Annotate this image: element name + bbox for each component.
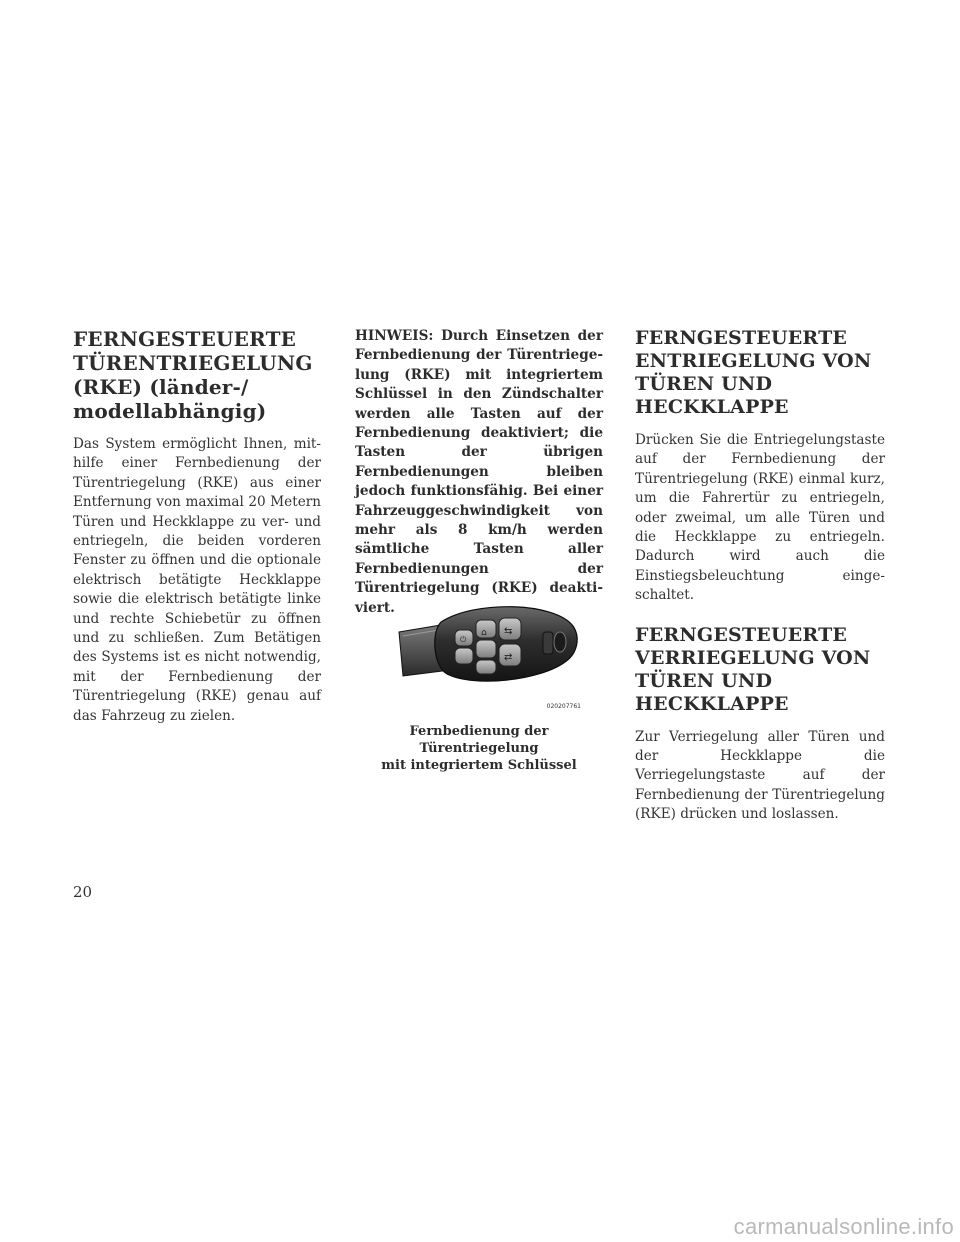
caption-line: mit integriertem Schlüssel	[381, 758, 577, 773]
heading-line: TÜREN UND HECKKLAPPE	[635, 669, 789, 715]
heading-line: TÜREN UND HECKKLAPPE	[635, 373, 789, 418]
unlock-paragraph: Drücken Sie die Entriegelungstaste auf der Fernbedienung der Türentriegelung (RKE) einmal kurz, um die Fahrertür zu entriegeln, oder zweimal, um alle Türen und die Heckklappe zu entriegeln. Dadurch wird auch die Einstiegsbeleuchtung eingeschaltet.	[635, 432, 885, 604]
section-heading-lock	[635, 624, 885, 716]
left-column	[73, 327, 321, 726]
watermark: carmanualsonline.info	[733, 1214, 954, 1239]
heading-line: TÜRENTRIEGELUNG	[73, 351, 313, 375]
svg-text:⏻: ⏻	[460, 635, 467, 644]
page-number: 20	[73, 883, 93, 901]
svg-text:⌂: ⌂	[481, 628, 487, 638]
lock-paragraph: Zur Verriegelung aller Türen und der Heckklappe die Verriegelungstaste auf der Fernbedienung der Türentriegelung (RKE) drücken und loslassen.	[635, 728, 885, 823]
svg-text:⇆: ⇆	[504, 626, 513, 637]
heading-line: modellabhängig)	[73, 399, 267, 423]
key-fob-figure	[355, 596, 603, 712]
heading-line: (RKE) (länder-/	[73, 375, 249, 399]
note-paragraph: HINWEIS: Durch Einsetzen der Fernbedienung der Türentriegelung (RKE) mit integriertem Schlüssel in den Zündschalter werden alle Tasten auf der Fernbedienung deaktiviert; die Tasten der übrigen Fernbedienungen bleiben jedoch funktionsfähig. Bei einer Fahrzeuggeschwindigkeit von mehr als 8 km/h werden sämtliche Tasten aller Fernbedienungen der Türentriegelung (RKE) deaktiviert.	[355, 328, 603, 616]
caption-line: Fernbedienung der Türentriegelung	[409, 724, 549, 756]
heading-line: FERNGESTEUERTE	[635, 623, 848, 646]
right-column	[635, 327, 885, 825]
heading-line: ENTRIEGELUNG VON	[635, 350, 872, 372]
svg-text:⇄: ⇄	[504, 652, 513, 663]
figure-caption	[355, 723, 603, 774]
heading-line: VERRIEGELUNG VON	[635, 646, 871, 669]
key-fob-illustration	[355, 596, 603, 712]
heading-line: FERNGESTEUERTE	[635, 327, 848, 349]
section-heading-rke	[73, 327, 321, 423]
section-heading-unlock	[635, 327, 885, 419]
rke-description-paragraph: Das System ermöglicht Ihnen, mithilfe einer Fernbedienung der Türentriegelung (RKE) aus einer Entfernung von maximal 20 Metern Türen und Heckklappe zu ver- und entriegeln, die beiden vorderen Fenster zu öffnen und die optionale elektrisch betätigte Heckklappe sowie die elektrisch betätigte linke und rechte Schiebetür zu öffnen und zu schließen. Zum Betätigen des Systems ist es nicht notwendig, mit der Fernbedienung der Türentriegelung (RKE) genau auf das Fahrzeug zu zielen.	[73, 436, 321, 724]
heading-line: FERNGESTEUERTE	[73, 327, 297, 351]
figure-code: 020207761	[546, 703, 581, 710]
middle-column	[355, 327, 603, 618]
